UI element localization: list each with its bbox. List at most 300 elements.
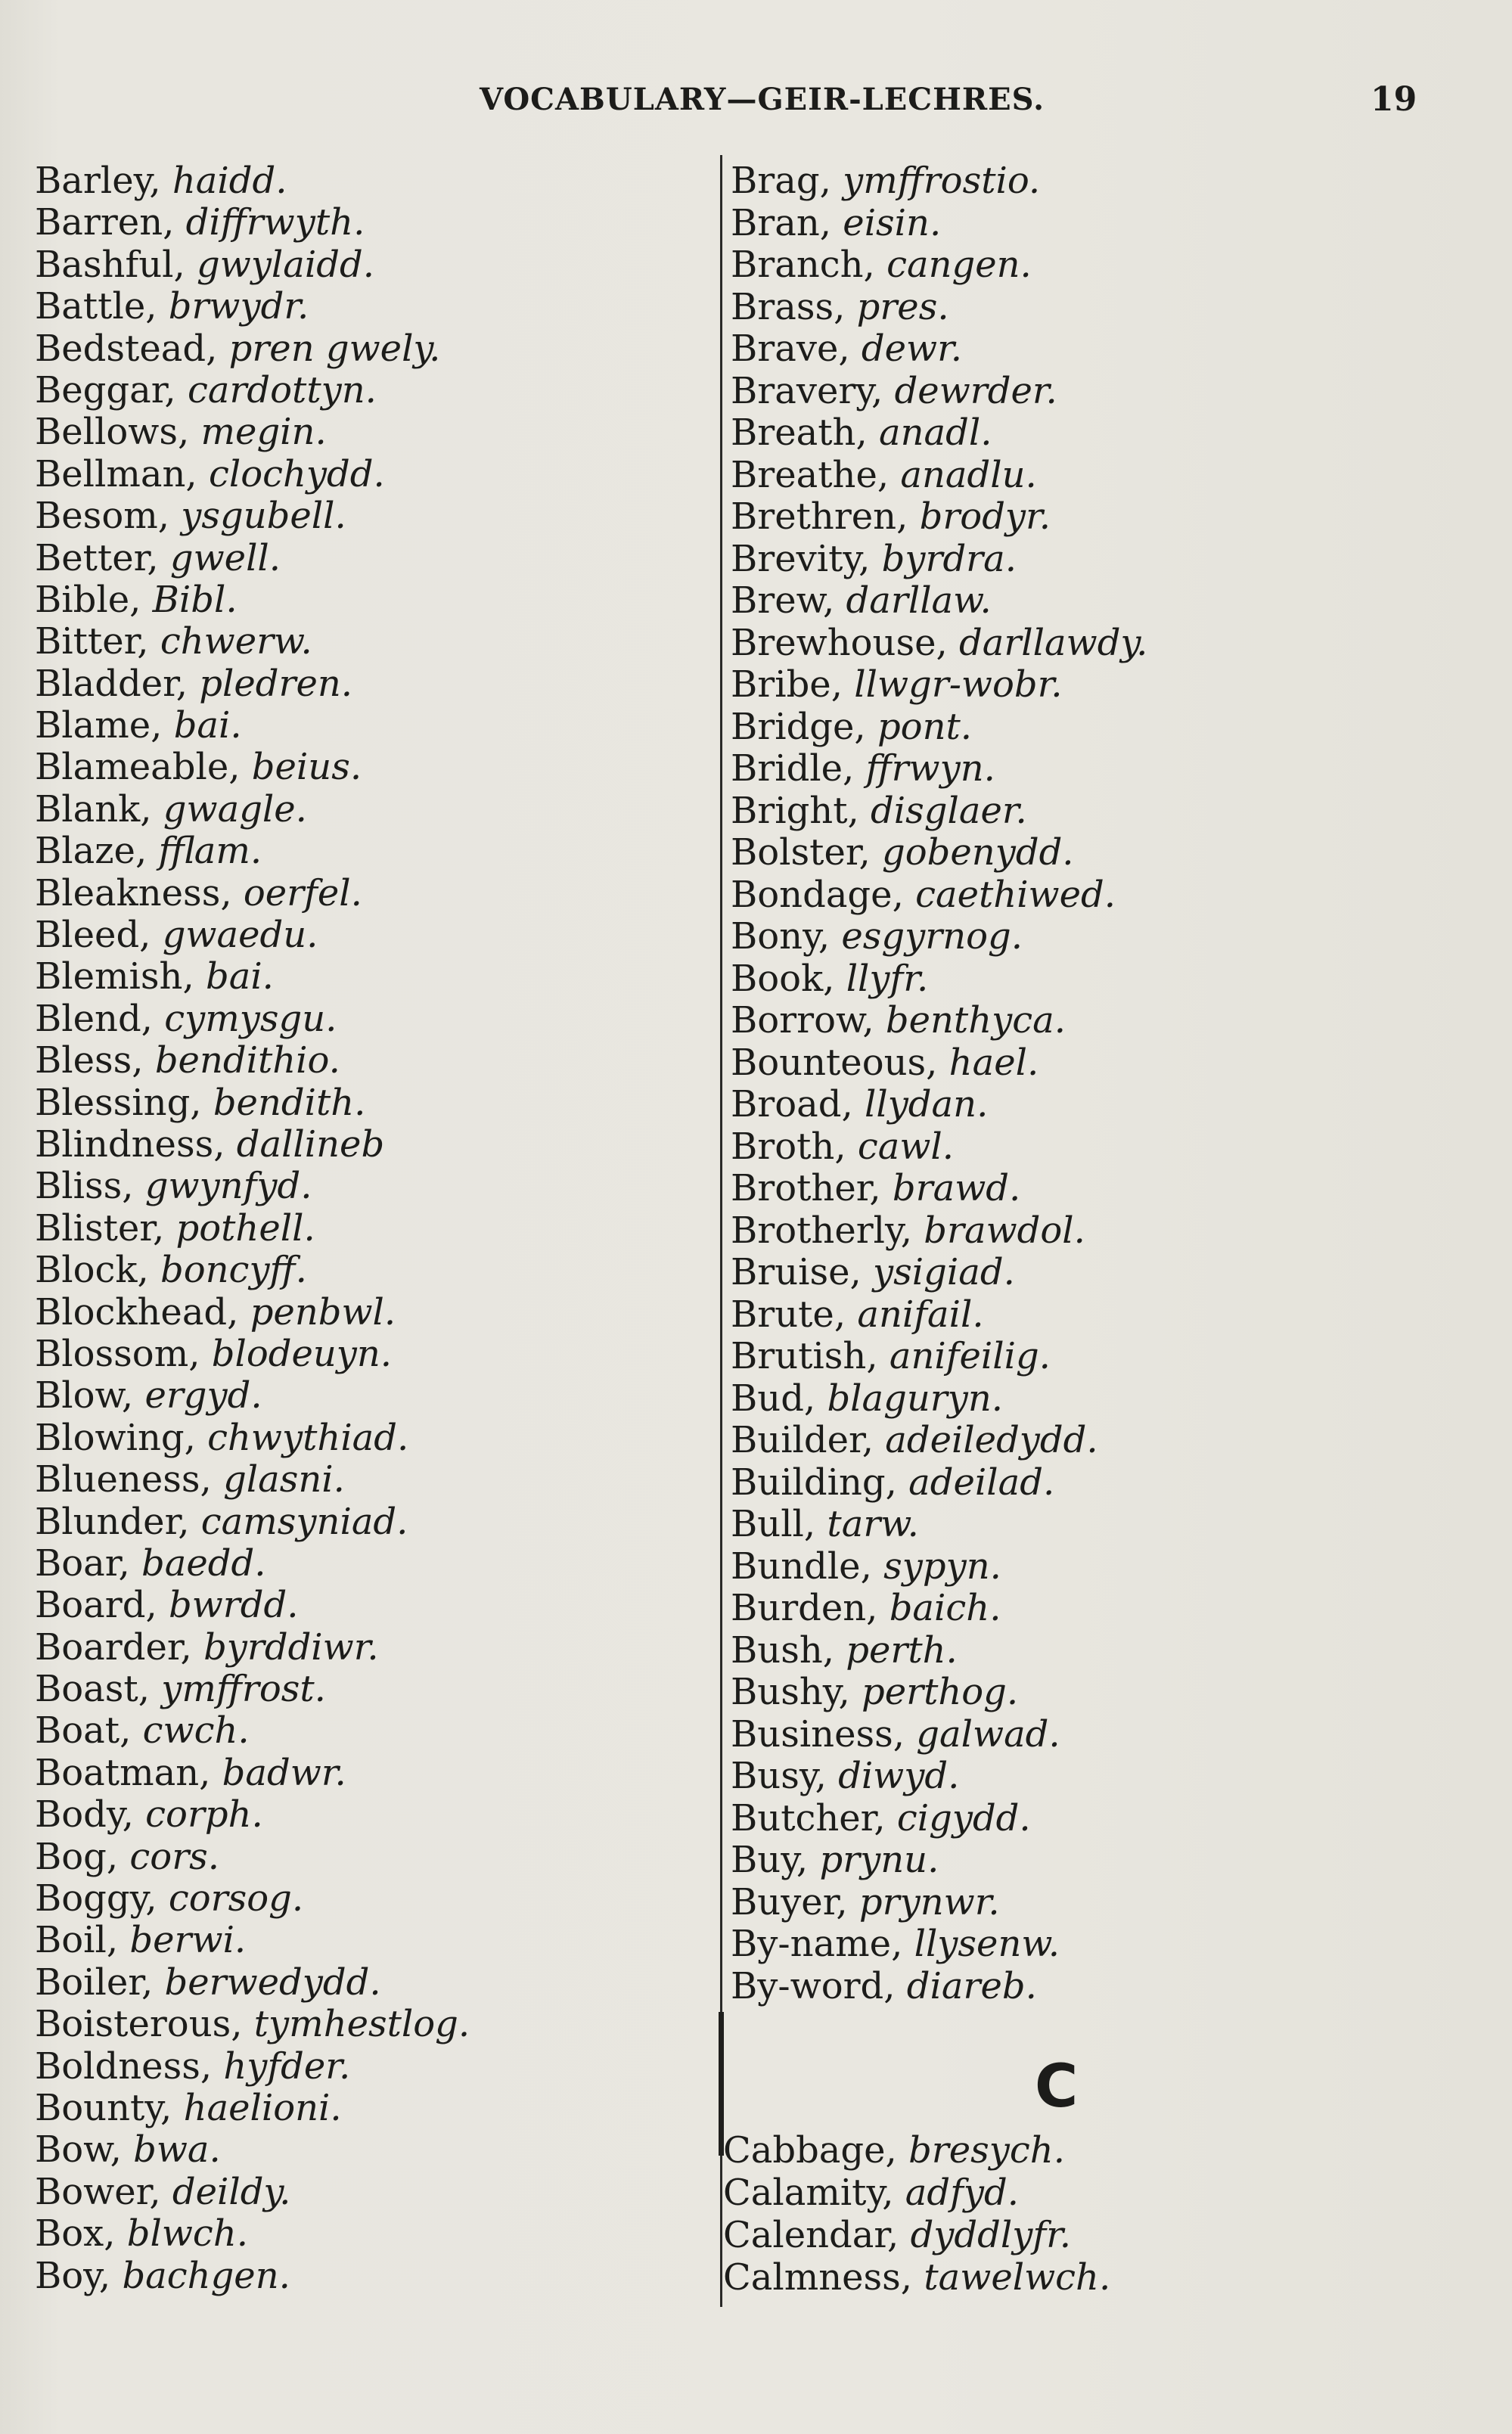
welsh-translation: blodeuyn.	[211, 1332, 393, 1375]
english-word: Bridle,	[731, 747, 855, 790]
welsh-translation: adeilad.	[908, 1461, 1055, 1504]
welsh-translation: tymhestlog.	[253, 2003, 470, 2046]
welsh-translation: adfyd.	[905, 2172, 1019, 2214]
english-word: Blameable,	[35, 746, 241, 789]
welsh-translation: bwrdd.	[168, 1584, 299, 1627]
english-word: Bush,	[731, 1628, 834, 1672]
english-word: Blowing,	[35, 1416, 196, 1459]
vocabulary-entry	[731, 328, 1260, 371]
welsh-translation: ysigiad.	[873, 1251, 1015, 1293]
welsh-translation: sypyn.	[883, 1545, 1001, 1588]
welsh-translation: gwynfyd.	[144, 1165, 312, 1208]
vocabulary-entry	[35, 1627, 716, 1669]
vocabulary-entry	[731, 1042, 1260, 1085]
vocabulary-entry	[35, 956, 716, 998]
english-word: Blessing,	[35, 1081, 202, 1124]
english-word: Besom,	[35, 495, 169, 538]
welsh-translation: baich.	[889, 1587, 1001, 1629]
vocabulary-entry	[731, 1168, 1260, 1210]
english-word: Buy,	[731, 1839, 809, 1881]
english-word: Body,	[35, 1793, 134, 1836]
welsh-translation: perthog.	[862, 1671, 1019, 1713]
english-word: Bull,	[731, 1503, 816, 1545]
welsh-translation: cawl.	[857, 1125, 955, 1168]
english-word: Bow,	[35, 2128, 122, 2172]
english-word: Calamity,	[723, 2172, 894, 2214]
english-word: Burden,	[731, 1587, 878, 1629]
vocabulary-entry	[731, 1084, 1260, 1126]
vocabulary-entry	[731, 1504, 1260, 1546]
welsh-translation: brawdol.	[924, 1209, 1085, 1252]
vocabulary-entry	[35, 1124, 716, 1166]
right-vocabulary-column	[731, 160, 1260, 2007]
welsh-translation: darllawdy.	[959, 621, 1148, 664]
english-word: Brute,	[731, 1293, 846, 1336]
vocabulary-entry	[35, 1166, 716, 1207]
welsh-translation: chwythiad.	[207, 1416, 409, 1459]
welsh-translation: llyfr.	[846, 957, 929, 1000]
welsh-translation: pont.	[877, 705, 973, 748]
vocabulary-entry	[35, 286, 716, 328]
english-word: Blossom,	[35, 1332, 200, 1375]
english-word: Builder,	[731, 1419, 874, 1461]
vocabulary-entry	[731, 916, 1260, 958]
welsh-translation: perth.	[846, 1628, 958, 1672]
welsh-translation: haelioni.	[183, 2086, 342, 2129]
english-word: Blindness,	[35, 1122, 225, 1166]
english-word: Boil,	[35, 1919, 119, 1962]
vocabulary-entry	[35, 454, 716, 495]
english-word: Calmness,	[723, 2256, 913, 2299]
welsh-translation: gobenydd.	[882, 831, 1074, 874]
welsh-translation: berwedydd.	[164, 1961, 381, 2004]
english-word: Boy,	[35, 2254, 111, 2297]
welsh-translation: gwaedu.	[162, 914, 318, 957]
english-word: Block,	[35, 1249, 149, 1292]
welsh-translation: prynwr.	[858, 1880, 1000, 1923]
vocabulary-entry	[35, 202, 716, 244]
english-word: Bran,	[731, 201, 832, 244]
english-word: Broad,	[731, 1083, 853, 1125]
section-letter-heading: C	[1035, 2053, 1079, 2121]
vocabulary-entry	[35, 1753, 716, 1794]
welsh-translation: galwad.	[916, 1712, 1060, 1756]
english-word: Bribe,	[731, 663, 843, 706]
welsh-translation: pledren.	[199, 662, 353, 705]
welsh-translation: gwylaidd.	[197, 243, 374, 286]
vocabulary-entry	[35, 873, 716, 914]
vocabulary-entry	[35, 370, 716, 411]
english-word: Bleed,	[35, 914, 151, 957]
vocabulary-entry	[731, 874, 1260, 917]
vocabulary-entry	[731, 1336, 1260, 1378]
welsh-translation: camsyniad.	[200, 1500, 408, 1543]
vocabulary-entry	[35, 1878, 716, 1920]
english-word: Bolster,	[731, 831, 871, 874]
english-word: By-name,	[731, 1923, 903, 1965]
vocabulary-entry	[35, 328, 716, 370]
vocabulary-entry	[731, 412, 1260, 455]
vocabulary-entry	[731, 1882, 1260, 1924]
welsh-translation: tarw.	[827, 1503, 919, 1545]
welsh-translation: diareb.	[906, 1964, 1037, 2007]
welsh-translation: bresych.	[908, 2129, 1065, 2172]
welsh-translation: adeiledydd.	[885, 1419, 1098, 1461]
vocabulary-entry	[35, 914, 716, 956]
vocabulary-entry	[35, 1794, 716, 1836]
english-word: Bleakness,	[35, 871, 232, 914]
welsh-translation: cwch.	[142, 1709, 250, 1753]
welsh-translation: gwell.	[169, 536, 281, 579]
vocabulary-entry	[35, 830, 716, 872]
welsh-translation: bai.	[173, 704, 242, 747]
english-word: Building,	[731, 1461, 897, 1504]
vocabulary-entry	[35, 1669, 716, 1710]
welsh-translation: tawelwch.	[924, 2256, 1111, 2299]
vocabulary-entry	[35, 747, 716, 788]
welsh-translation: anadl.	[878, 411, 992, 454]
welsh-translation: ymffrostio.	[843, 160, 1041, 202]
vocabulary-entry	[35, 160, 716, 202]
welsh-translation: gwagle.	[163, 787, 307, 830]
welsh-translation: benthyca.	[885, 999, 1066, 1042]
welsh-translation: hyfder.	[223, 2044, 351, 2088]
section-c-column	[723, 2129, 1253, 2299]
vocabulary-entry	[731, 664, 1260, 706]
vocabulary-entry	[35, 1585, 716, 1626]
welsh-translation: glasni.	[223, 1458, 345, 1501]
english-word: Broth,	[731, 1125, 846, 1168]
vocabulary-entry	[731, 1420, 1260, 1462]
vocabulary-entry	[731, 1252, 1260, 1294]
welsh-translation: llwgr-wobr.	[854, 663, 1063, 706]
english-word: Bundle,	[731, 1545, 872, 1588]
welsh-translation: chwerw.	[160, 620, 312, 663]
welsh-translation: dewrder.	[894, 369, 1057, 412]
vocabulary-entry	[731, 832, 1260, 874]
vocabulary-entry	[731, 706, 1260, 749]
welsh-translation: brawd.	[892, 1167, 1021, 1209]
welsh-translation: cangen.	[886, 244, 1032, 286]
vocabulary-entry	[731, 1378, 1260, 1420]
vocabulary-entry	[731, 958, 1260, 1001]
welsh-translation: cymysgu.	[164, 997, 337, 1040]
vocabulary-entry	[35, 579, 716, 621]
vocabulary-entry	[35, 1459, 716, 1501]
vocabulary-entry	[35, 1082, 716, 1124]
vocabulary-entry	[35, 663, 716, 705]
english-word: Blaze,	[35, 830, 147, 873]
welsh-translation: anifeilig.	[889, 1335, 1051, 1377]
vocabulary-entry	[35, 1501, 716, 1543]
welsh-translation: oerfel.	[243, 871, 362, 914]
welsh-translation: disglaer.	[871, 789, 1027, 832]
english-word: Brew,	[731, 579, 835, 622]
welsh-translation: bachgen.	[122, 2254, 290, 2297]
english-word: Breathe,	[731, 453, 890, 496]
vocabulary-entry	[35, 538, 716, 579]
welsh-translation: boncyff.	[160, 1249, 307, 1292]
vocabulary-entry	[731, 244, 1260, 287]
vocabulary-entry	[35, 1292, 716, 1333]
welsh-translation: ysgubell.	[181, 495, 346, 538]
welsh-translation: pren gwely.	[228, 327, 441, 370]
english-word: Brevity,	[731, 537, 871, 580]
welsh-translation: haidd.	[172, 160, 287, 202]
english-word: Bog,	[35, 1835, 119, 1878]
vocabulary-entry	[35, 244, 716, 286]
english-word: Business,	[731, 1712, 905, 1756]
english-word: Better,	[35, 536, 159, 579]
welsh-translation: llysenw.	[914, 1923, 1060, 1965]
welsh-translation: dyddlyfr.	[910, 2214, 1072, 2256]
welsh-translation: blaguryn.	[827, 1377, 1004, 1420]
welsh-translation: byrdra.	[881, 537, 1017, 580]
english-word: Cabbage,	[723, 2129, 897, 2172]
vocabulary-entry	[731, 371, 1260, 413]
english-word: Bower,	[35, 2170, 161, 2213]
vocabulary-entry	[35, 1543, 716, 1585]
vocabulary-entry	[723, 2214, 1253, 2256]
vocabulary-entry	[35, 1250, 716, 1291]
english-word: Blister,	[35, 1206, 165, 1250]
welsh-translation: clochydd.	[208, 452, 385, 495]
welsh-translation: pothell.	[175, 1206, 315, 1250]
vocabulary-entry	[35, 2088, 716, 2129]
english-word: Blockhead,	[35, 1290, 239, 1333]
left-vocabulary-column	[35, 160, 716, 2297]
welsh-translation: megin.	[200, 411, 327, 454]
vocabulary-entry	[35, 2129, 716, 2171]
vocabulary-entry	[35, 1962, 716, 2004]
welsh-translation: diffrwyth.	[185, 201, 365, 244]
english-word: Brethren,	[731, 495, 908, 538]
english-word: Bliss,	[35, 1165, 134, 1208]
english-word: Brave,	[731, 328, 850, 370]
welsh-translation: prynu.	[819, 1839, 939, 1881]
vocabulary-entry	[731, 1672, 1260, 1714]
vocabulary-entry	[731, 580, 1260, 622]
welsh-translation: badwr.	[222, 1751, 346, 1794]
vocabulary-entry	[731, 622, 1260, 665]
vocabulary-entry	[731, 455, 1260, 497]
vocabulary-entry	[731, 1630, 1260, 1672]
vocabulary-entry	[731, 1756, 1260, 1798]
english-word: Bud,	[731, 1377, 816, 1420]
welsh-translation: bwa.	[133, 2128, 221, 2172]
welsh-translation: esgyrnog.	[841, 915, 1023, 958]
english-word: Beggar,	[35, 368, 176, 411]
english-word: Brother,	[731, 1167, 881, 1209]
vocabulary-entry	[731, 1462, 1260, 1504]
welsh-translation: bai.	[205, 955, 274, 998]
english-word: Bridge,	[731, 705, 866, 748]
english-word: Bony,	[731, 915, 831, 958]
english-word: Brotherly,	[731, 1209, 913, 1252]
english-word: Branch,	[731, 244, 875, 286]
english-word: Box,	[35, 2212, 116, 2255]
english-word: Boldness,	[35, 2044, 213, 2088]
english-word: Bless,	[35, 1039, 144, 1082]
english-word: Bible,	[35, 578, 141, 621]
welsh-translation: cardottyn.	[187, 368, 377, 411]
welsh-translation: bendithio.	[154, 1039, 340, 1082]
english-word: Brag,	[731, 160, 831, 202]
welsh-translation: ergyd.	[144, 1374, 262, 1417]
vocabulary-entry	[731, 1546, 1260, 1588]
vocabulary-entry	[35, 2172, 716, 2213]
welsh-translation: bendith.	[213, 1081, 366, 1124]
vocabulary-entry	[35, 1208, 716, 1250]
vocabulary-entry	[731, 748, 1260, 790]
vocabulary-entry	[35, 789, 716, 830]
english-word: Boarder,	[35, 1625, 192, 1669]
welsh-translation: dallineb	[236, 1122, 385, 1166]
english-word: Busy,	[731, 1755, 827, 1797]
english-word: Brass,	[731, 285, 846, 328]
vocabulary-entry	[731, 1966, 1260, 2008]
english-word: Bellman,	[35, 452, 197, 495]
english-word: Bruise,	[731, 1251, 862, 1293]
vocabulary-entry	[35, 411, 716, 453]
vocabulary-entry	[723, 2129, 1253, 2172]
page-header-title: VOCABULARY—GEIR-LECHRES.	[480, 82, 1045, 117]
english-word: Bushy,	[731, 1671, 850, 1713]
welsh-translation: baedd.	[141, 1541, 266, 1585]
english-word: Blemish,	[35, 955, 194, 998]
vocabulary-entry	[731, 539, 1260, 581]
welsh-translation: byrddiwr.	[203, 1625, 379, 1669]
vocabulary-entry	[731, 1294, 1260, 1337]
english-word: Buyer,	[731, 1880, 848, 1923]
english-word: Boar,	[35, 1541, 130, 1585]
welsh-translation: berwi.	[129, 1919, 247, 1962]
english-word: Boat,	[35, 1709, 132, 1753]
english-word: Brutish,	[731, 1335, 878, 1377]
english-word: Breath,	[731, 411, 868, 454]
welsh-translation: deildy.	[172, 2170, 291, 2213]
english-word: Bondage,	[731, 873, 904, 916]
vocabulary-entry	[731, 1588, 1260, 1630]
vocabulary-entry	[35, 621, 716, 663]
welsh-translation: ffrwyn.	[865, 747, 995, 790]
vocabulary-entry	[35, 1710, 716, 1752]
welsh-translation: dewr.	[861, 328, 963, 370]
english-word: Board,	[35, 1584, 157, 1627]
welsh-translation: cors.	[129, 1835, 220, 1878]
welsh-translation: penbwl.	[250, 1290, 396, 1333]
vocabulary-entry	[731, 1714, 1260, 1756]
english-word: Bellows,	[35, 411, 190, 454]
vocabulary-entry	[731, 1000, 1260, 1042]
welsh-translation: beius.	[251, 746, 362, 789]
vocabulary-entry	[731, 1210, 1260, 1253]
english-word: Butcher,	[731, 1796, 886, 1839]
english-word: Blunder,	[35, 1500, 190, 1543]
vocabulary-entry	[731, 1126, 1260, 1169]
vocabulary-entry	[723, 2256, 1253, 2299]
welsh-translation: llydan.	[864, 1083, 989, 1125]
vocabulary-entry	[35, 998, 716, 1040]
vocabulary-entry	[723, 2172, 1253, 2214]
vocabulary-entry	[35, 2213, 716, 2255]
welsh-translation: caethiwed.	[915, 873, 1116, 916]
vocabulary-entry	[35, 1333, 716, 1375]
english-word: Bounteous,	[731, 1041, 938, 1084]
english-word: Boisterous,	[35, 2003, 243, 2046]
english-word: Bright,	[731, 789, 859, 832]
welsh-translation: pres.	[856, 285, 949, 328]
welsh-translation: brwydr.	[168, 285, 309, 328]
english-word: Blueness,	[35, 1458, 212, 1501]
welsh-translation: corsog.	[168, 1877, 304, 1920]
english-word: Barley,	[35, 160, 161, 202]
english-word: By-word,	[731, 1964, 896, 2007]
english-word: Blame,	[35, 704, 163, 747]
vocabulary-entry	[35, 2255, 716, 2297]
vocabulary-entry	[731, 203, 1260, 245]
welsh-translation: anadlu.	[900, 453, 1037, 496]
welsh-translation: brodyr.	[919, 495, 1051, 538]
english-word: Battle,	[35, 285, 157, 328]
english-word: Boiler,	[35, 1961, 154, 2004]
vocabulary-entry	[35, 1040, 716, 1082]
vocabulary-entry	[35, 705, 716, 747]
english-word: Bitter,	[35, 620, 149, 663]
english-word: Brewhouse,	[731, 621, 948, 664]
english-word: Boatman,	[35, 1751, 211, 1794]
english-word: Boggy,	[35, 1877, 157, 1920]
english-word: Blow,	[35, 1374, 134, 1417]
welsh-translation: diwyd.	[838, 1755, 960, 1797]
column-divider	[720, 155, 722, 2307]
welsh-translation: hael.	[948, 1041, 1039, 1084]
vocabulary-entry	[731, 496, 1260, 539]
english-word: Calendar,	[723, 2214, 899, 2256]
vocabulary-entry	[35, 1836, 716, 1878]
vocabulary-entry	[731, 287, 1260, 329]
vocabulary-entry	[731, 160, 1260, 203]
english-word: Bedstead,	[35, 327, 218, 370]
english-word: Blend,	[35, 997, 153, 1040]
page-number: 19	[1371, 80, 1417, 119]
vocabulary-entry	[731, 1798, 1260, 1840]
english-word: Barren,	[35, 201, 175, 244]
vocabulary-entry	[35, 1417, 716, 1459]
welsh-translation: blwch.	[126, 2212, 248, 2255]
english-word: Blank,	[35, 787, 152, 830]
vocabulary-entry	[35, 2004, 716, 2045]
vocabulary-entry	[35, 1920, 716, 1961]
welsh-translation: darllaw.	[846, 579, 992, 622]
vocabulary-entry	[35, 1375, 716, 1417]
vocabulary-entry	[35, 2046, 716, 2088]
welsh-translation: corph.	[145, 1793, 263, 1836]
english-word: Bladder,	[35, 662, 188, 705]
english-word: Book,	[731, 957, 835, 1000]
vocabulary-entry	[35, 495, 716, 537]
vocabulary-entry	[731, 790, 1260, 833]
english-word: Bounty,	[35, 2086, 172, 2129]
welsh-translation: fflam.	[158, 830, 262, 873]
vocabulary-entry	[731, 1923, 1260, 1966]
english-word: Boast,	[35, 1668, 150, 1711]
welsh-translation: anifail.	[857, 1293, 984, 1336]
english-word: Bravery,	[731, 369, 883, 412]
vocabulary-entry	[731, 1839, 1260, 1882]
welsh-translation: eisin.	[843, 201, 942, 244]
welsh-translation: Bibl.	[152, 578, 238, 621]
